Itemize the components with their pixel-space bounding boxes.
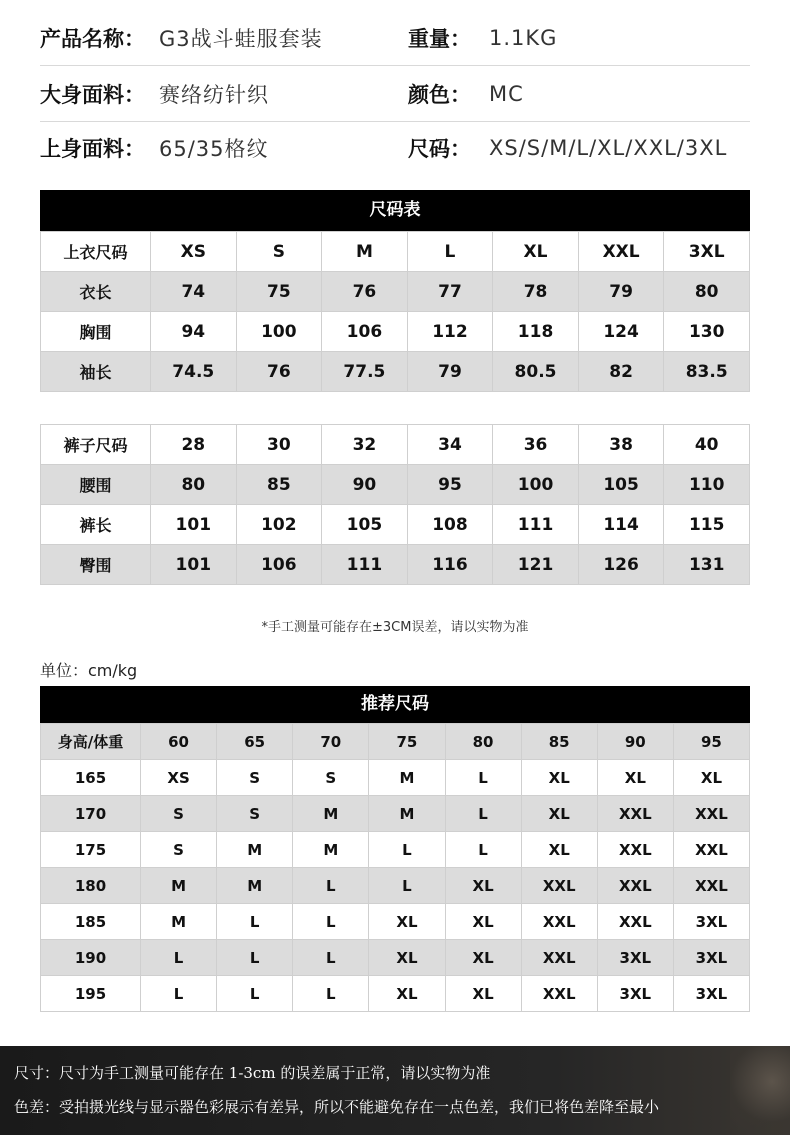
recommend-cell: S [141,832,217,868]
recommend-cell: S [217,796,293,832]
recommend-cell: M [217,832,293,868]
top-size-row-label: 胸围 [41,312,151,352]
pants-size-cell: 106 [236,545,322,585]
top-size-header-row [41,232,750,272]
color-value: MC [489,81,524,106]
top-size-cell: S [236,232,322,272]
pants-size-row [41,545,750,585]
recommend-cell: L [445,796,521,832]
recommend-cell: 70 [293,724,369,760]
recommend-cell: 3XL [597,940,673,976]
recommend-cell: XL [445,904,521,940]
product-name-cell [40,23,408,53]
top-fabric-cell [40,133,408,163]
recommend-row [41,904,750,940]
top-size-cell: 94 [151,312,237,352]
top-size-cell: 78 [493,272,579,312]
pants-size-cell: 101 [151,545,237,585]
recommend-cell: L [369,832,445,868]
pants-size-cell: 101 [151,505,237,545]
top-size-cell: 74.5 [151,352,237,392]
recommend-cell: XXL [673,796,749,832]
recommend-cell: 60 [141,724,217,760]
recommend-cell: 80 [445,724,521,760]
recommend-cell: L [293,904,369,940]
recommend-row [41,976,750,1012]
top-size-cell: 106 [322,312,408,352]
top-size-row-label: 衣长 [41,272,151,312]
pants-size-cell: 28 [151,425,237,465]
pants-size-cell: 32 [322,425,408,465]
recommend-cell: S [293,760,369,796]
pants-size-row-label: 腰围 [41,465,151,505]
top-size-row [41,272,750,312]
recommend-cell: XL [445,976,521,1012]
recommend-cell: L [217,976,293,1012]
pants-size-cell: 105 [322,505,408,545]
top-size-row-label: 上衣尺码 [41,232,151,272]
recommend-cell: L [293,940,369,976]
recommend-cell: XL [673,760,749,796]
recommend-cell: XXL [597,832,673,868]
recommend-row-label: 175 [41,832,141,868]
recommend-cell: L [445,760,521,796]
unit-label: 单位：cm/kg [40,661,138,680]
pants-size-cell: 115 [664,505,750,545]
top-size-cell: 83.5 [664,352,750,392]
recommend-cell: XL [445,940,521,976]
recommend-cell: XXL [673,832,749,868]
pants-size-cell: 100 [493,465,579,505]
recommend-cell: XXL [521,868,597,904]
top-size-cell: 77.5 [322,352,408,392]
size-cell [408,133,727,163]
color-cell [408,79,524,109]
product-name-label: 产品名称： [40,26,145,51]
product-name-value: G3战斗蛙服套装 [159,26,323,51]
pants-size-cell: 36 [493,425,579,465]
top-size-cell: 118 [493,312,579,352]
recommend-cell: XS [141,760,217,796]
top-size-cell: 76 [236,352,322,392]
pants-size-cell: 85 [236,465,322,505]
pants-size-cell: 116 [407,545,493,585]
top-size-cell: M [322,232,408,272]
top-size-cell: XL [493,232,579,272]
top-size-cell: 80.5 [493,352,579,392]
recommend-row-label: 170 [41,796,141,832]
spec-row-1 [40,10,750,66]
top-size-row-label: 袖长 [41,352,151,392]
top-size-cell: 124 [578,312,664,352]
size-label: 尺码： [408,136,471,161]
top-size-cell: 80 [664,272,750,312]
recommend-cell: XL [597,760,673,796]
recommend-row [41,760,750,796]
recommend-row-label: 身高/体重 [41,724,141,760]
recommend-cell: L [369,868,445,904]
pants-size-cell: 110 [664,465,750,505]
footer-disclaimer [0,1046,790,1135]
recommend-row [41,832,750,868]
recommend-cell: XXL [521,976,597,1012]
recommend-cell: M [369,760,445,796]
size-chart-title: 尺码表 [40,190,750,231]
top-size-cell: 3XL [664,232,750,272]
recommend-row [41,940,750,976]
top-size-cell: 79 [578,272,664,312]
spec-row-3 [40,120,750,175]
pants-size-cell: 40 [664,425,750,465]
recommend-cell: XL [369,976,445,1012]
recommend-cell: XXL [521,940,597,976]
recommend-cell: S [217,760,293,796]
recommend-row [41,796,750,832]
pants-size-cell: 121 [493,545,579,585]
pants-size-cell: 102 [236,505,322,545]
body-fabric-value: 赛络纺针织 [159,82,269,107]
recommend-cell: XL [521,760,597,796]
pants-size-cell: 131 [664,545,750,585]
recommend-cell: 85 [521,724,597,760]
pants-size-row-label: 裤子尺码 [41,425,151,465]
pants-size-cell: 95 [407,465,493,505]
recommend-cell: 3XL [597,976,673,1012]
recommend-cell: L [217,940,293,976]
recommend-cell: M [293,832,369,868]
pants-size-cell: 105 [578,465,664,505]
top-size-cell: 79 [407,352,493,392]
recommend-cell: XL [369,904,445,940]
recommend-cell: L [445,832,521,868]
top-size-cell: 74 [151,272,237,312]
recommend-cell: 3XL [673,940,749,976]
weight-label: 重量： [408,26,471,51]
pants-size-cell: 108 [407,505,493,545]
recommend-size-table [40,723,750,1012]
top-size-cell: 76 [322,272,408,312]
top-fabric-value: 65/35格纹 [159,136,269,161]
recommend-cell: 3XL [673,976,749,1012]
recommend-cell: M [293,796,369,832]
recommend-cell: 95 [673,724,749,760]
recommend-row-label: 190 [41,940,141,976]
recommend-cell: L [141,940,217,976]
recommend-cell: XL [445,868,521,904]
size-value: XS/S/M/L/XL/XXL/3XL [489,135,728,160]
pants-size-row-label: 臀围 [41,545,151,585]
recommend-cell: M [217,868,293,904]
pants-size-cell: 114 [578,505,664,545]
top-fabric-label: 上身面料： [40,136,145,161]
top-size-cell: XXL [578,232,664,272]
top-size-cell: XS [151,232,237,272]
pants-size-cell: 111 [493,505,579,545]
recommend-row-label: 195 [41,976,141,1012]
pants-size-cell: 90 [322,465,408,505]
recommend-cell: XL [369,940,445,976]
pants-size-cell: 111 [322,545,408,585]
top-size-cell: 130 [664,312,750,352]
top-size-cell: 75 [236,272,322,312]
recommend-cell: L [217,904,293,940]
pants-size-cell: 30 [236,425,322,465]
weight-value: 1.1KG [489,25,558,50]
recommend-cell: XXL [521,904,597,940]
recommend-cell: L [293,976,369,1012]
top-size-cell: 77 [407,272,493,312]
recommend-cell: S [141,796,217,832]
recommend-cell: L [141,976,217,1012]
weight-cell [408,23,557,53]
top-size-row [41,312,750,352]
body-fabric-cell [40,79,408,109]
recommend-cell: XXL [673,868,749,904]
top-size-cell: 100 [236,312,322,352]
pants-size-header-row [41,425,750,465]
recommend-row-label: 165 [41,760,141,796]
top-size-table [40,231,750,392]
measurement-note: *手工测量可能存在±3CM误差，请以实物为准 [261,620,529,635]
footer-decoration [730,1046,790,1135]
recommend-cell: L [293,868,369,904]
recommend-cell: 3XL [673,904,749,940]
recommend-cell: 90 [597,724,673,760]
footer-color-note: 色差：受拍摄光线与显示器色彩展示有差异，所以不能避免存在一点色差，我们已将色差降至最小 [14,1098,660,1116]
pants-size-row [41,465,750,505]
color-label: 颜色： [408,82,471,107]
pants-size-cell: 126 [578,545,664,585]
footer-size-note: 尺寸：尺寸为手工测量可能存在 1-3cm 的误差属于正常，请以实物为准 [14,1064,491,1082]
recommend-cell: XXL [597,868,673,904]
pants-size-table [40,424,750,585]
recommend-row-label: 180 [41,868,141,904]
pants-size-cell: 34 [407,425,493,465]
recommend-cell: M [141,868,217,904]
body-fabric-label: 大身面料： [40,82,145,107]
recommend-header-row [41,724,750,760]
pants-size-row-label: 裤长 [41,505,151,545]
recommend-cell: M [141,904,217,940]
pants-size-row [41,505,750,545]
recommend-cell: XL [521,796,597,832]
top-size-cell: 112 [407,312,493,352]
pants-size-cell: 80 [151,465,237,505]
top-size-cell: L [407,232,493,272]
recommend-row [41,868,750,904]
recommend-title: 推荐尺码 [40,686,750,723]
pants-size-cell: 38 [578,425,664,465]
recommend-cell: XXL [597,904,673,940]
top-size-row [41,352,750,392]
top-size-cell: 82 [578,352,664,392]
recommend-cell: 75 [369,724,445,760]
recommend-cell: XXL [597,796,673,832]
recommend-row-label: 185 [41,904,141,940]
recommend-cell: 65 [217,724,293,760]
recommend-cell: M [369,796,445,832]
recommend-cell: XL [521,832,597,868]
spec-row-2 [40,66,750,122]
